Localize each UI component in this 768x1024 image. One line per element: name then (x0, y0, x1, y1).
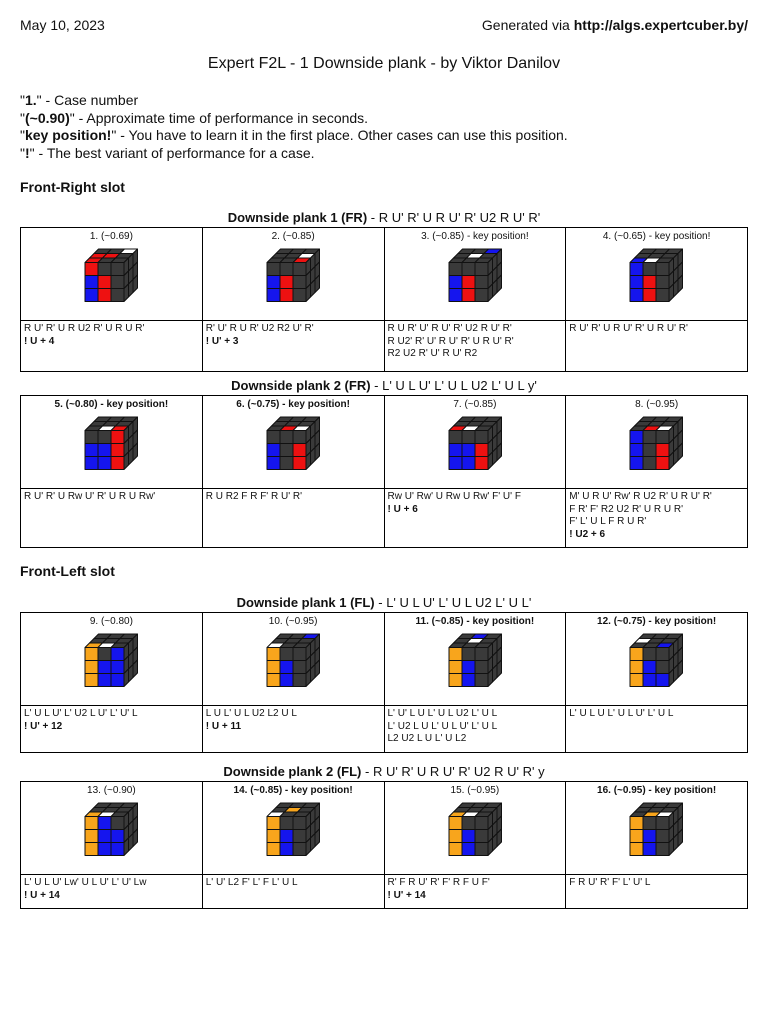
cube-front-sticker (449, 843, 462, 856)
legend-desc: - Approximate time of performance in seconds. (74, 109, 369, 126)
alg-line: F R U' R' F' L' U' L (569, 877, 651, 888)
cube-front-sticker (98, 674, 111, 687)
legend-line: "1." - Case number (20, 92, 139, 108)
cube-front-sticker (111, 661, 124, 674)
case-label: 3. (~0.85) - key position! (421, 231, 529, 242)
cube-front-sticker (293, 661, 306, 674)
cube-front-sticker (267, 843, 280, 856)
cube-svg (447, 802, 504, 858)
cube-front-sticker (462, 674, 475, 687)
cube-front-sticker (656, 457, 669, 470)
case-cell (21, 228, 203, 321)
cube-front-sticker (449, 661, 462, 674)
cube-front-sticker (111, 289, 124, 302)
cube-front-sticker (475, 674, 488, 687)
legend-term: key position! (24, 127, 112, 143)
cube-diagram (385, 248, 566, 304)
cube-front-sticker (656, 648, 669, 661)
cube-front-sticker (656, 444, 669, 457)
cube-front-sticker (280, 431, 293, 444)
cube-front-sticker (280, 830, 293, 843)
case-label: 9. (~0.80) (89, 616, 133, 627)
cube-front-sticker (449, 817, 462, 830)
table-algorithm: L' U L U' L' U L U2 L' U L y' (382, 378, 537, 393)
cube-front-sticker (111, 444, 124, 457)
cube-front-sticker (98, 648, 111, 661)
cube-front-sticker (267, 289, 280, 302)
cube-front-sticker (643, 830, 656, 843)
cube-front-sticker (630, 431, 643, 444)
cube-front-sticker (656, 289, 669, 302)
case-label: 16. (~0.95) - key position! (597, 785, 717, 796)
alg-line: R U R2 F R F' R U' R' (205, 491, 303, 502)
case-cell (202, 782, 384, 875)
cube-front-sticker (293, 431, 306, 444)
cube-front-sticker (267, 263, 280, 276)
case-algs (202, 489, 384, 548)
cube-front-sticker (98, 444, 111, 457)
cube-front-sticker (656, 843, 669, 856)
legend-desc: - The best variant of performance for a case. (34, 144, 315, 161)
alg-line: L2 U2 L U L' U L2 (387, 733, 467, 744)
table-title: Downside plank 2 (FL) - R U' R' U R U' R' U2 R U' R' y (223, 764, 545, 779)
cube-front-sticker (98, 661, 111, 674)
alg-line: L' U L U' Lw' U L U' L' U' Lw (24, 877, 147, 888)
alg-line: L' U' L2 F' L' F L' U L (205, 877, 298, 888)
cube-front-sticker (111, 276, 124, 289)
case-algs (21, 489, 203, 548)
cube-front-sticker (643, 843, 656, 856)
page-title: Expert F2L - 1 Downside plank - by Viktor Danilov (207, 55, 561, 72)
cube-front-sticker (111, 457, 124, 470)
alg-line: R U' R' U R U2 R' U R U R' (24, 323, 145, 334)
case-algs (21, 875, 203, 909)
case-cell (566, 613, 748, 706)
cases-table (20, 781, 748, 909)
cube-front-sticker (643, 431, 656, 444)
case-cell (21, 782, 203, 875)
cube-front-sticker (475, 276, 488, 289)
cube-diagram (566, 802, 747, 858)
table-algorithm: R U' R' U R U' R' U2 R U' R' (378, 210, 541, 225)
cases-table (20, 395, 748, 548)
case-label: 12. (~0.75) - key position! (597, 616, 717, 627)
cube-front-sticker (630, 674, 643, 687)
cube-front-sticker (643, 674, 656, 687)
cube-front-sticker (85, 444, 98, 457)
case-cell (566, 228, 748, 321)
cube-front-sticker (656, 431, 669, 444)
cube-front-sticker (462, 830, 475, 843)
cube-front-sticker (643, 444, 656, 457)
cube-front-sticker (98, 276, 111, 289)
cube-front-sticker (293, 830, 306, 843)
cube-diagram (203, 802, 384, 858)
legend-line: "key position!" - You have to learn it in the first place. Other cases can use this position. (20, 127, 568, 143)
cube-front-sticker (630, 263, 643, 276)
cube-diagram (566, 633, 747, 689)
case-cell (566, 396, 748, 489)
alg-line: R' F R U' R' F' R F U F' (387, 877, 490, 888)
cube-front-sticker (85, 817, 98, 830)
alg-note: ! U + 11 (205, 720, 242, 732)
cube-front-sticker (449, 648, 462, 661)
cube-svg (265, 248, 322, 304)
cube-front-sticker (111, 830, 124, 843)
cube-front-sticker (643, 276, 656, 289)
case-algs (202, 875, 384, 909)
cube-diagram (203, 633, 384, 689)
case-algs (566, 321, 748, 372)
cube-svg (83, 633, 140, 689)
alg-line: M' U R U' Rw' R U2 R' U R U' R' (569, 491, 712, 502)
cube-front-sticker (449, 276, 462, 289)
cube-front-sticker (267, 830, 280, 843)
cube-svg (83, 802, 140, 858)
table-name: Downside plank 2 (FR) (231, 378, 371, 393)
generated-url-link[interactable]: http://algs.expertcuber.by/ (573, 17, 748, 33)
cases-table (20, 612, 748, 753)
cube-front-sticker (656, 830, 669, 843)
alg-note: ! U' + 12 (24, 720, 63, 732)
case-cell (21, 613, 203, 706)
cube-front-sticker (267, 457, 280, 470)
case-label: 8. (~0.95) (635, 399, 679, 410)
cube-front-sticker (85, 648, 98, 661)
alg-line: L' U2 L U L' U L U' L' U L (387, 720, 498, 732)
cube-front-sticker (643, 648, 656, 661)
table-title: Downside plank 1 (FL) - L' U L U' L' U L U2 L' U L' (236, 595, 532, 610)
table-name: Downside plank 1 (FR) (227, 210, 368, 225)
cube-front-sticker (267, 648, 280, 661)
cube-svg (447, 248, 504, 304)
legend-desc: - Case number (41, 92, 139, 108)
cube-front-sticker (293, 674, 306, 687)
cube-front-sticker (462, 289, 475, 302)
cube-front-sticker (630, 276, 643, 289)
cube-diagram (385, 633, 566, 689)
cube-svg (265, 633, 322, 689)
cube-svg (628, 248, 685, 304)
cube-front-sticker (293, 263, 306, 276)
alg-line: F R' F' R2 U2 R' U R U R' (569, 503, 684, 515)
case-algs (202, 321, 384, 372)
cube-front-sticker (475, 263, 488, 276)
cube-front-sticker (267, 674, 280, 687)
legend (20, 92, 568, 162)
legend-term: ! (24, 144, 30, 161)
cube-front-sticker (111, 263, 124, 276)
cube-front-sticker (449, 289, 462, 302)
cube-front-sticker (280, 263, 293, 276)
table-algorithm: L' U L U' L' U L U2 L' U L' (386, 595, 532, 610)
alg-line: L' U L U L' U L U' L' U L (569, 708, 674, 719)
cube-front-sticker (630, 457, 643, 470)
case-label: 5. (~0.80) - key position! (54, 399, 169, 410)
cube-front-sticker (280, 661, 293, 674)
slot-title-front-right: Front-Right slot (20, 179, 125, 195)
case-label: 6. (~0.75) - key position! (236, 399, 350, 410)
legend-line: "(~0.90)" - Approximate time of performance in seconds. (20, 109, 369, 126)
cube-front-sticker (293, 444, 306, 457)
cube-front-sticker (98, 289, 111, 302)
cube-front-sticker (293, 457, 306, 470)
cube-front-sticker (656, 263, 669, 276)
alg-note: ! U + 4 (24, 335, 55, 347)
print-date: May 10, 2023 (20, 17, 105, 33)
cube-front-sticker (111, 817, 124, 830)
case-cell (21, 396, 203, 489)
cube-front-sticker (449, 674, 462, 687)
cube-front-sticker (449, 830, 462, 843)
alg-line: R U2' R' U' R U' R' U R U' R' (387, 335, 514, 347)
cube-front-sticker (85, 431, 98, 444)
cube-front-sticker (643, 817, 656, 830)
cube-diagram (21, 248, 202, 304)
case-label: 14. (~0.85) - key position! (233, 785, 353, 796)
cube-front-sticker (475, 661, 488, 674)
cube-front-sticker (462, 661, 475, 674)
cube-front-sticker (462, 457, 475, 470)
cube-front-sticker (267, 444, 280, 457)
cube-front-sticker (280, 457, 293, 470)
cube-front-sticker (85, 289, 98, 302)
cube-front-sticker (449, 444, 462, 457)
cube-front-sticker (475, 457, 488, 470)
case-label: 15. (~0.95) (450, 785, 500, 796)
cube-svg (628, 802, 685, 858)
cube-svg (447, 633, 504, 689)
table-title: Downside plank 1 (FR) - R U' R' U R U' R' U2 R U' R' (227, 210, 541, 225)
case-label: 1. (~0.69) (89, 231, 133, 242)
cube-front-sticker (111, 674, 124, 687)
cube-front-sticker (85, 263, 98, 276)
cube-front-sticker (98, 431, 111, 444)
cube-front-sticker (656, 661, 669, 674)
generated-via (482, 17, 748, 33)
case-label: 13. (~0.90) (87, 785, 136, 796)
cube-front-sticker (111, 648, 124, 661)
table-title: Downside plank 2 (FR) - L' U L U' L' U L U2 L' U L y' (231, 378, 537, 393)
cube-front-sticker (280, 444, 293, 457)
cube-front-sticker (475, 830, 488, 843)
cube-front-sticker (85, 674, 98, 687)
alg-line: R2 U2 R' U' R U' R2 (387, 348, 478, 359)
cube-front-sticker (85, 661, 98, 674)
cube-front-sticker (280, 817, 293, 830)
alg-note: ! U' + 14 (387, 889, 426, 901)
case-algs (21, 706, 203, 753)
cube-front-sticker (475, 817, 488, 830)
cube-svg (265, 416, 322, 472)
case-algs (384, 321, 566, 372)
cube-front-sticker (280, 843, 293, 856)
cube-front-sticker (293, 817, 306, 830)
cube-front-sticker (630, 648, 643, 661)
alg-line: R' U' R U R' U2 R2 U' R' (205, 323, 314, 334)
cube-front-sticker (280, 648, 293, 661)
alg-line: L U L' U L U2 L2 U L (205, 708, 297, 719)
cube-front-sticker (293, 276, 306, 289)
cube-front-sticker (475, 444, 488, 457)
cube-front-sticker (462, 817, 475, 830)
cube-front-sticker (656, 817, 669, 830)
case-cell (202, 613, 384, 706)
case-cell (384, 782, 566, 875)
cube-front-sticker (293, 289, 306, 302)
cube-front-sticker (85, 457, 98, 470)
case-algs (384, 875, 566, 909)
cube-front-sticker (449, 431, 462, 444)
cube-diagram (21, 633, 202, 689)
alg-note: ! U2 + 6 (569, 528, 606, 540)
alg-line: R U' R' U Rw U' R' U R U Rw' (24, 491, 156, 502)
cube-diagram (566, 248, 747, 304)
cube-front-sticker (462, 276, 475, 289)
cube-front-sticker (630, 830, 643, 843)
case-cell (566, 782, 748, 875)
case-cell (384, 613, 566, 706)
cube-svg (628, 416, 685, 472)
cube-front-sticker (280, 674, 293, 687)
cube-diagram (21, 802, 202, 858)
cube-front-sticker (643, 661, 656, 674)
case-algs (566, 489, 748, 548)
table-name: Downside plank 2 (FL) (223, 764, 362, 779)
cube-front-sticker (98, 817, 111, 830)
cube-front-sticker (630, 444, 643, 457)
case-label: 7. (~0.85) (453, 399, 497, 410)
cube-diagram (566, 416, 747, 472)
legend-line: "!" - The best variant of performance for a case. (20, 144, 315, 161)
case-cell (384, 396, 566, 489)
cube-front-sticker (449, 263, 462, 276)
cube-front-sticker (462, 843, 475, 856)
cube-front-sticker (111, 843, 124, 856)
legend-term: (~0.90) (24, 109, 70, 126)
cube-front-sticker (267, 276, 280, 289)
alg-line: R U R' U' R U' R' U2 R U' R' (387, 323, 512, 334)
cube-front-sticker (475, 289, 488, 302)
cube-front-sticker (85, 276, 98, 289)
cube-front-sticker (630, 843, 643, 856)
cube-diagram (21, 416, 202, 472)
cube-front-sticker (630, 289, 643, 302)
cube-front-sticker (475, 431, 488, 444)
cube-diagram (203, 416, 384, 472)
cube-front-sticker (98, 263, 111, 276)
alg-note: ! U + 14 (24, 889, 60, 901)
cube-front-sticker (111, 431, 124, 444)
case-label: 2. (~0.85) (271, 231, 315, 242)
cube-front-sticker (462, 648, 475, 661)
cube-front-sticker (293, 648, 306, 661)
alg-line: R U' R' U R U' R' U R U' R' (569, 323, 688, 334)
legend-desc: - You have to learn it in the first place. Other cases can use this position. (116, 127, 568, 143)
cube-front-sticker (656, 674, 669, 687)
cube-front-sticker (643, 263, 656, 276)
cube-front-sticker (267, 817, 280, 830)
generated-prefix: Generated via (481, 17, 574, 33)
cube-front-sticker (462, 431, 475, 444)
alg-line: F' L' U L F R U R' (569, 516, 647, 527)
cube-front-sticker (293, 843, 306, 856)
cube-front-sticker (475, 648, 488, 661)
alg-line: L' U L U' L' U2 L U' L' U' L (24, 708, 138, 719)
case-algs (21, 321, 203, 372)
cube-diagram (203, 248, 384, 304)
cube-front-sticker (643, 289, 656, 302)
alg-note: ! U' + 3 (205, 335, 239, 347)
cube-svg (83, 416, 140, 472)
cube-svg (628, 633, 685, 689)
alg-line: L' U' L U L' U L U2 L' U L (387, 708, 498, 719)
cube-front-sticker (98, 457, 111, 470)
cube-svg (265, 802, 322, 858)
cube-front-sticker (630, 817, 643, 830)
case-cell (202, 396, 384, 489)
table-algorithm: R U' R' U R U' R' U2 R U' R' y (372, 764, 545, 779)
cube-front-sticker (267, 661, 280, 674)
cube-front-sticker (85, 843, 98, 856)
case-algs (202, 706, 384, 753)
cube-front-sticker (98, 843, 111, 856)
case-label: 11. (~0.85) - key position! (415, 616, 535, 627)
cube-front-sticker (656, 276, 669, 289)
legend-term: 1. (24, 92, 37, 108)
cube-front-sticker (267, 431, 280, 444)
cube-front-sticker (630, 661, 643, 674)
cube-svg (83, 248, 140, 304)
alg-line: Rw U' Rw' U Rw U Rw' F' U' F (387, 491, 521, 502)
cube-front-sticker (98, 830, 111, 843)
cases-table (20, 227, 748, 372)
cube-front-sticker (280, 276, 293, 289)
case-cell (202, 228, 384, 321)
table-name: Downside plank 1 (FL) (236, 595, 375, 610)
alg-note: ! U + 6 (387, 503, 418, 515)
slot-title-front-left: Front-Left slot (20, 563, 115, 579)
case-algs (384, 489, 566, 548)
case-label: 10. (~0.95) (268, 616, 318, 627)
cube-front-sticker (449, 457, 462, 470)
cube-diagram (385, 416, 566, 472)
cube-front-sticker (475, 843, 488, 856)
cube-front-sticker (462, 263, 475, 276)
cube-front-sticker (85, 830, 98, 843)
case-label: 4. (~0.65) - key position! (602, 231, 711, 242)
case-cell (384, 228, 566, 321)
case-algs (566, 875, 748, 909)
case-algs (384, 706, 566, 753)
case-algs (566, 706, 748, 753)
cube-svg (447, 416, 504, 472)
cube-front-sticker (643, 457, 656, 470)
cube-diagram (385, 802, 566, 858)
cube-front-sticker (280, 289, 293, 302)
cube-front-sticker (462, 444, 475, 457)
